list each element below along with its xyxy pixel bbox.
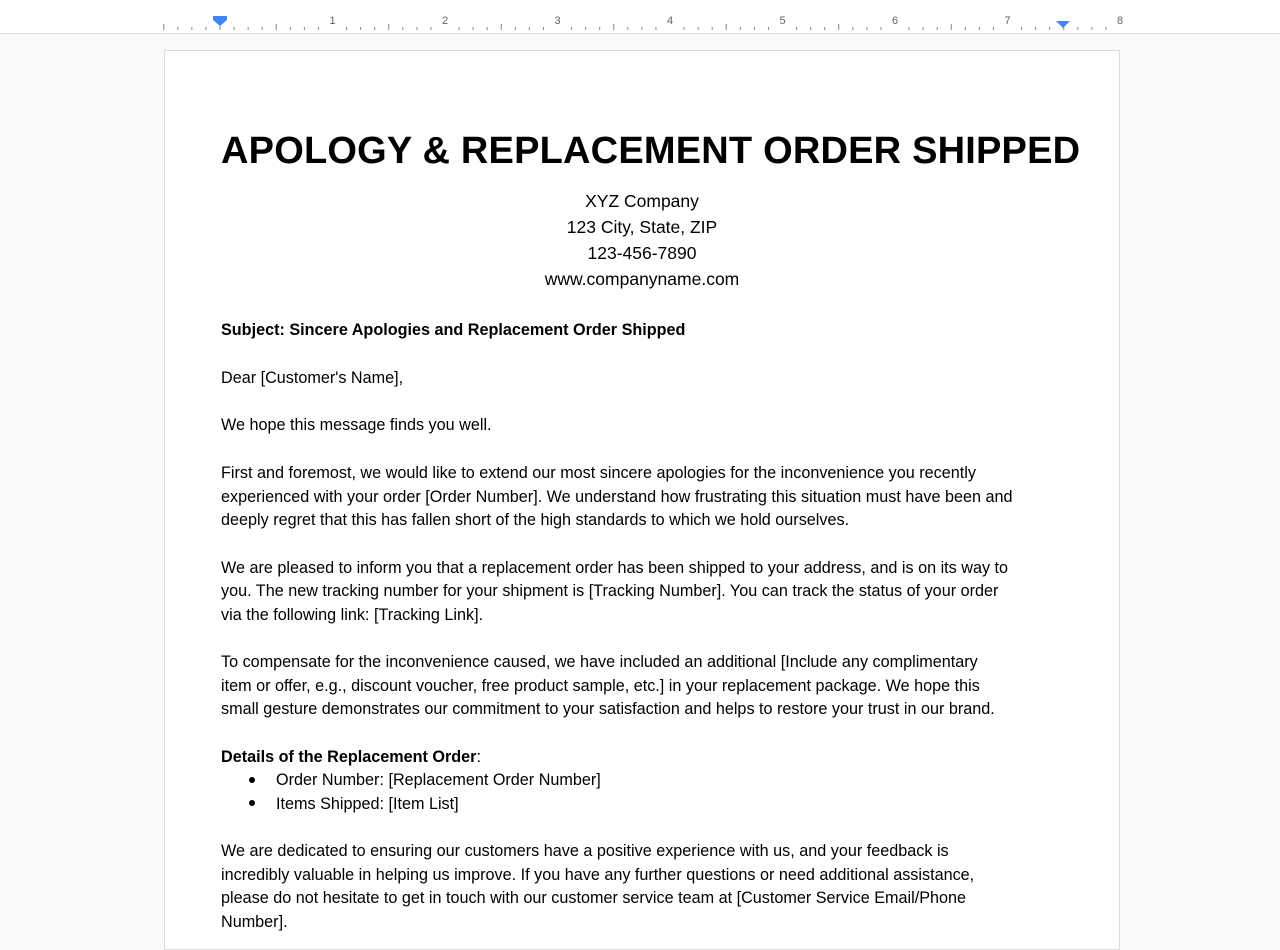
paragraph-feedback-line-3: please do not hesitate to get in touch with our customer service team at [Customer Service Email/Phone xyxy=(221,889,966,907)
ruler-number: 8 xyxy=(1116,15,1124,27)
document-title: APOLOGY & REPLACEMENT ORDER SHIPPED xyxy=(221,130,1081,172)
ruler-ticks xyxy=(164,22,1106,30)
paragraph-compensation-line-1: To compensate for the inconvenience caused, we have included an additional [Include any complimentary xyxy=(221,653,978,671)
list-item xyxy=(249,769,601,793)
right-indent-marker-icon[interactable] xyxy=(1056,21,1070,28)
details-heading-colon: : xyxy=(476,747,481,766)
ruler-scale xyxy=(0,0,1280,33)
paragraph-apology-line-1: First and foremost, we would like to extend our most sincere apologies for the inconvenience you recently xyxy=(221,464,976,482)
list-item-text: Order Number: [Replacement Order Number] xyxy=(276,771,601,789)
paragraph-shipping-line-2: you. The new tracking number for your shipment is [Tracking Number]. You can track the status of your order xyxy=(221,582,999,600)
ruler-number: 1 xyxy=(329,15,336,27)
company-address: 123 City, State, ZIP xyxy=(566,217,718,237)
subject-line: Subject: Sincere Apologies and Replacement Order Shipped xyxy=(221,321,686,339)
details-heading xyxy=(221,746,481,770)
ruler-number: 2 xyxy=(441,15,449,27)
details-heading-text: Details of the Replacement Order xyxy=(221,747,477,766)
list-item-text: Items Shipped: [Item List] xyxy=(276,794,459,813)
paragraph-shipping-line-3: via the following link: [Tracking Link]. xyxy=(221,605,484,624)
left-indent-marker-icon[interactable] xyxy=(213,16,227,26)
company-phone: 123-456-7890 xyxy=(587,243,697,263)
bullet-icon xyxy=(249,800,255,806)
paragraph-apology-line-2: experienced with your order [Order Number]. We understand how frustrating this situation must have been and xyxy=(221,487,1013,506)
paragraph-apology-line-3: deeply regret that this has fallen short of the high standards to which we hold ourselves. xyxy=(221,511,850,529)
ruler-number: 4 xyxy=(666,15,674,27)
horizontal-ruler[interactable] xyxy=(0,0,1280,34)
intro-line: We hope this message finds you well. xyxy=(221,416,492,434)
company-website: www.companyname.com xyxy=(544,269,740,289)
company-block xyxy=(221,188,1063,292)
ruler-number: 5 xyxy=(779,15,786,27)
ruler-number: 3 xyxy=(554,15,561,27)
paragraph-feedback-line-1: We are dedicated to ensuring our customers have a positive experience with us, and your feedback is xyxy=(221,842,949,860)
greeting: Dear [Customer's Name], xyxy=(221,369,404,387)
paragraph-feedback-line-2: incredibly valuable in helping us improve. If you have any further questions or need additional assistance, xyxy=(221,865,975,884)
ruler-number: 6 xyxy=(891,15,899,27)
company-name: XYZ Company xyxy=(585,191,699,211)
ruler-number: 7 xyxy=(1004,15,1011,27)
list-item xyxy=(249,793,459,817)
paragraph-shipping-line-1: We are pleased to inform you that a replacement order has been shipped to your address, and is on its way to xyxy=(221,558,1009,577)
paragraph-compensation-line-3: small gesture demonstrates our commitment to your satisfaction and helps to restore your trust in our brand. xyxy=(221,700,995,718)
paragraph-feedback-line-4: Number]. xyxy=(221,912,288,931)
paragraph-compensation-line-2: item or offer, e.g., discount voucher, free product sample, etc.] in your replacement package. We hope this xyxy=(221,676,980,695)
document-page[interactable] xyxy=(164,50,1120,950)
bullet-icon xyxy=(249,777,255,783)
